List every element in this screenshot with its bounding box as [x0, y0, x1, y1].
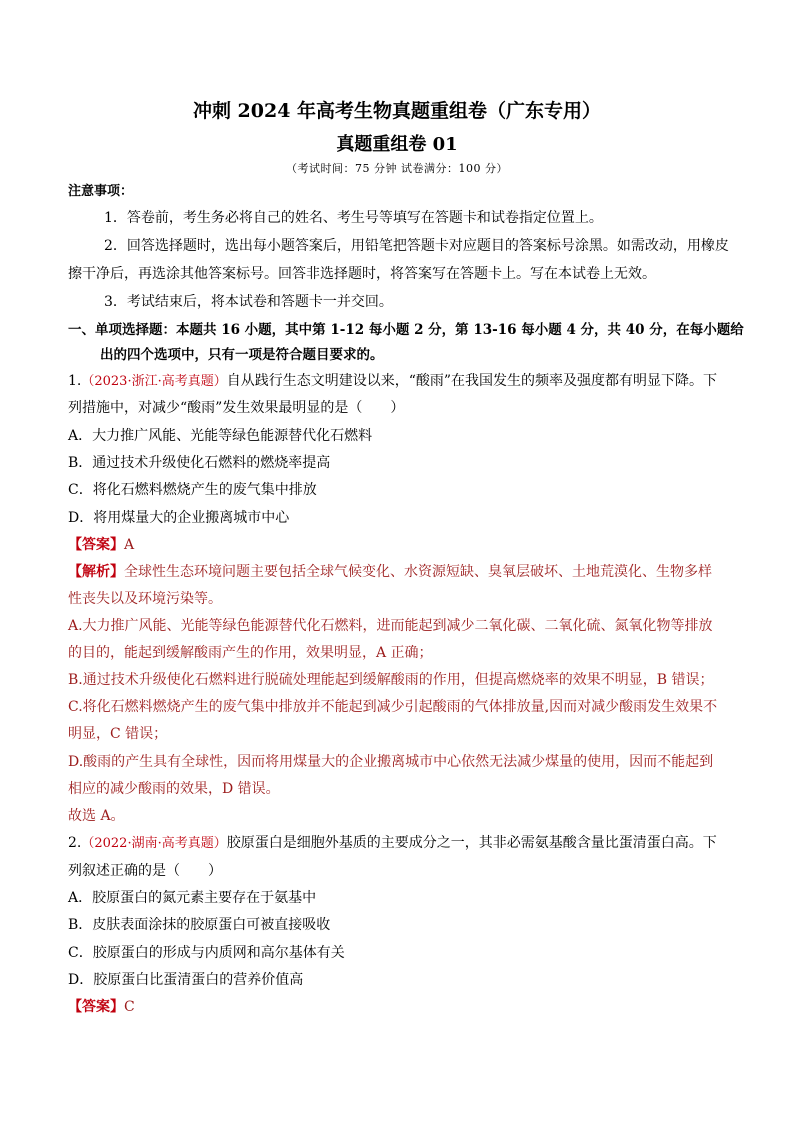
analysis-text: 全球性生态环境问题主要包括全球气候变化、水资源短缺、臭氧层破坏、土地荒漠化、生物多样: [124, 564, 712, 580]
section-1-line-1: 一、单项选择题：本题共 16 小题，其中第 1-12 每小题 2 分，第 13-16 每小题 4 分，共 40 分，在每小题给: [68, 322, 744, 338]
question-2-option-b: B．皮肤表面涂抹的胶原蛋白可被直接吸收: [68, 917, 331, 933]
question-2-option-d: D．胶原蛋白比蛋清蛋白的营养价值高: [68, 972, 304, 988]
question-1-analysis-a-line-2: 的目的，能起到缓解酸雨产生的作用，效果明显，A 正确；: [68, 645, 433, 661]
question-2-answer: [68, 996, 135, 1016]
section-1-line-2: 出的四个选项中，只有一项是符合题目要求的。: [100, 347, 384, 363]
analysis-label: 【解析】: [68, 564, 124, 580]
answer-label: 【答案】: [68, 999, 124, 1015]
paper-subtitle: 真题重组卷 01: [336, 134, 458, 155]
answer-value: C: [124, 999, 135, 1015]
question-1-analysis-c-line-2: 明显，C 错误；: [68, 726, 168, 742]
question-1-analysis-a-line-1: A.大力推广风能、光能等绿色能源替代化石燃料，进而能起到减少二氧化碳、二氧化硫、氮氧化物等排放: [68, 618, 713, 634]
question-1-option-c: C．将化石燃料燃烧产生的废气集中排放: [68, 482, 317, 498]
note-item-1: 1．答卷前，考生务必将自己的姓名、考生号等填写在答题卡和试卷指定位置上。: [104, 210, 603, 226]
note-item-3: 3．考试结束后，将本试卷和答题卡一并交回。: [104, 294, 393, 310]
question-1-analysis-b: B.通过技术升级使化石燃料进行脱硫处理能起到缓解酸雨的作用，但提高燃烧率的效果不明显，B 错误；: [68, 672, 714, 688]
question-1-analysis-d-line-2: 相应的减少酸雨的效果，D 错误。: [68, 781, 280, 797]
paper-title: 冲刺 2024 年高考生物真题重组卷（广东专用）: [192, 100, 602, 122]
question-1-option-b: B．通过技术升级使化石燃料的燃烧率提高: [68, 455, 331, 471]
question-1-option-d: D．将用煤量大的企业搬离城市中心: [68, 510, 290, 526]
question-2-stem-line-1: [68, 832, 717, 852]
question-1-analysis-d-line-1: D.酸雨的产生具有全球性，因而将用煤量大的企业搬离城市中心依然无法减少煤量的使用，因而不能起到: [68, 754, 714, 770]
question-2-stem-line-2: 列叙述正确的是（ ）: [68, 863, 222, 879]
question-2-stem-text: 胶原蛋白是细胞外基质的主要成分之一，其非必需氨基酸含量比蛋清蛋白高。下: [226, 835, 717, 851]
question-1-analysis-line-1: [68, 561, 712, 581]
question-1-number: 1.: [68, 373, 82, 389]
question-1-analysis-c-line-1: C.将化石燃料燃烧产生的废气集中排放并不能起到减少引起酸雨的气体排放量,因而对减少酸雨发生效果不: [68, 699, 718, 715]
question-2-source: （2022·湖南·高考真题）: [81, 836, 227, 851]
question-1-option-a: A．大力推广风能、光能等绿色能源替代化石燃料: [68, 428, 373, 444]
question-2-number: 2.: [68, 835, 82, 851]
question-1-source: （2023·浙江·高考真题）: [81, 374, 227, 389]
question-1-answer: [68, 534, 134, 554]
answer-value: A: [124, 537, 135, 553]
question-1-stem-line-2: 列措施中，对减少“酸雨”发生效果最明显的是（ ）: [68, 400, 405, 416]
question-2-option-c: C．胶原蛋白的形成与内质网和高尔基体有关: [68, 945, 345, 961]
note-item-2-line-1: 2．回答选择题时，选出每小题答案后，用铅笔把答题卡对应题目的答案标号涂黑。如需改动，用橡皮: [104, 238, 729, 254]
question-1-conclusion: 故选 A。: [68, 808, 125, 824]
notes-heading: 注意事项：: [68, 184, 134, 199]
exam-info: （考试时间：75 分钟 试卷满分：100 分）: [286, 162, 508, 175]
question-1-stem-text: 自从践行生态文明建设以来，“酸雨”在我国发生的频率及强度都有明显下降。下: [226, 373, 718, 389]
question-1-stem-line-1: [68, 370, 717, 390]
note-item-2-line-2: 擦干净后，再选涂其他答案标号。回答非选择题时，将答案写在答题卡上。写在本试卷上无效。: [68, 266, 656, 282]
answer-label: 【答案】: [68, 537, 124, 553]
question-1-analysis-line-2: 性丧失以及环境污染等。: [68, 591, 222, 607]
question-2-option-a: A．胶原蛋白的氮元素主要存在于氨基中: [68, 890, 317, 906]
